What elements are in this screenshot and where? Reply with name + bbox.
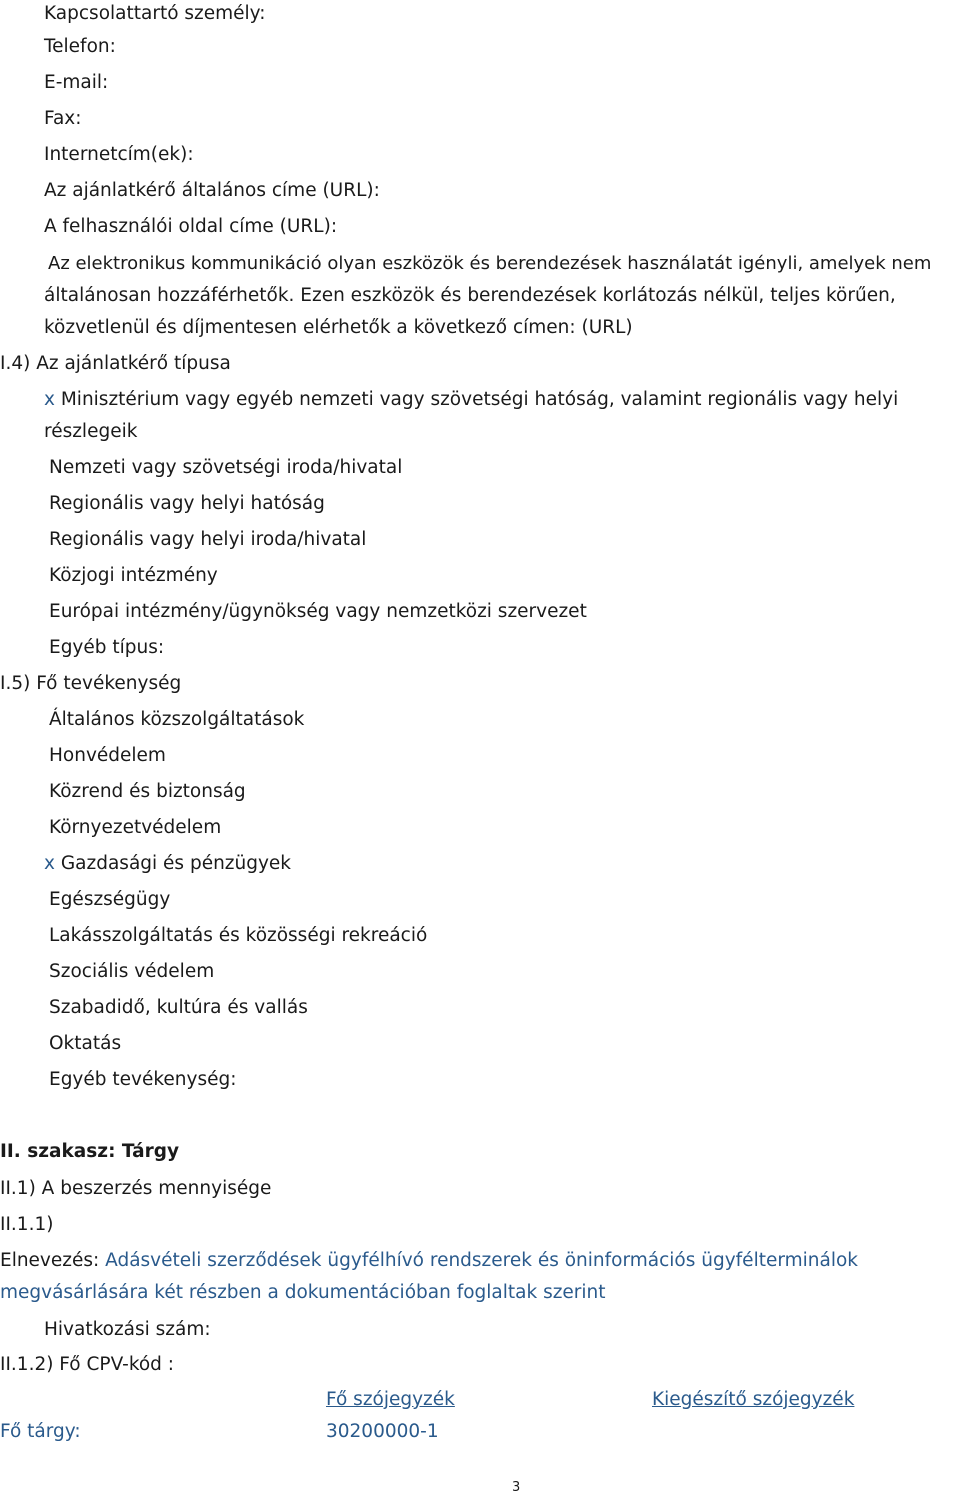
activity-item: Lakásszolgáltatás és közösségi rekreáció xyxy=(49,925,428,946)
activity-item: Egyéb tevékenység: xyxy=(49,1069,237,1090)
electronic-tools-line-2: általánosan hozzáférhetők. Ezen eszközök és berendezések korlátozás nélkül, teljes körűen, xyxy=(44,285,896,306)
activity-item: Oktatás xyxy=(49,1033,122,1054)
activity-item: Környezetvédelem xyxy=(49,817,222,838)
authority-option: Regionális vagy helyi iroda/hivatal xyxy=(49,529,367,550)
main-activity-heading: I.5) Fő tevékenység xyxy=(0,673,182,694)
subsection-label: II.1.1) xyxy=(0,1214,54,1235)
activity-item: Szabadidő, kultúra és vallás xyxy=(49,997,308,1018)
activity-item: Egészségügy xyxy=(49,889,171,910)
contact-person-label: Kapcsolattartó személy: xyxy=(44,3,266,24)
cpv-heading: II.1.2) Fő CPV-kód : xyxy=(0,1354,175,1375)
main-object-label: Fő tárgy: xyxy=(0,1421,81,1442)
fax-label: Fax: xyxy=(44,108,82,129)
activity-selected xyxy=(44,852,291,876)
quantity-heading: II.1) A beszerzés mennyisége xyxy=(0,1178,272,1199)
activity-item: Honvédelem xyxy=(49,745,166,766)
internet-label: Internetcím(ek): xyxy=(44,144,194,165)
selected-mark: x xyxy=(44,853,55,874)
section-2-heading: II. szakasz: Tárgy xyxy=(0,1141,180,1162)
authority-type-selected-text: Minisztérium vagy egyéb nemzeti vagy szövetségi hatóság, valamint regionális vagy helyi xyxy=(60,389,899,410)
title-value-cont: megvásárlására két részben a dokumentációban foglaltak szerint xyxy=(0,1282,606,1303)
supplementary-vocabulary-header: Kiegészítő szójegyzék xyxy=(652,1389,855,1410)
authority-option: Egyéb típus: xyxy=(49,637,165,658)
authority-option: Közjogi intézmény xyxy=(49,565,218,586)
main-object-cpv-code: 30200000-1 xyxy=(326,1421,439,1442)
title-line-1 xyxy=(0,1249,858,1273)
authority-type-selected xyxy=(44,388,898,412)
activity-selected-text: Gazdasági és pénzügyek xyxy=(60,853,292,874)
selected-mark: x xyxy=(44,389,55,410)
buyer-profile-url-label: A felhasználói oldal címe (URL): xyxy=(44,216,338,237)
authority-option: Regionális vagy helyi hatóság xyxy=(49,493,325,514)
main-vocabulary-header: Fő szójegyzék xyxy=(326,1389,455,1410)
electronic-tools-line-1: Az elektronikus kommunikáció olyan eszközök és berendezések használatát igényli, amelyek nem xyxy=(48,253,932,274)
activity-item: Általános közszolgáltatások xyxy=(49,709,305,730)
activity-item: Szociális védelem xyxy=(49,961,215,982)
authority-option: Európai intézmény/ügynökség vagy nemzetközi szervezet xyxy=(49,601,587,622)
page-number: 3 xyxy=(512,1480,521,1495)
authority-type-heading: I.4) Az ajánlatkérő típusa xyxy=(0,353,231,374)
title-label: Elnevezés: xyxy=(0,1250,100,1271)
reference-number-label: Hivatkozási szám: xyxy=(44,1319,211,1340)
authority-option: Nemzeti vagy szövetségi iroda/hivatal xyxy=(49,457,403,478)
general-url-label: Az ajánlatkérő általános címe (URL): xyxy=(44,180,380,201)
activity-item: Közrend és biztonság xyxy=(49,781,246,802)
title-value: Adásvételi szerződések ügyfélhívó rendszerek és öninformációs ügyfélterminálok xyxy=(105,1250,859,1271)
electronic-tools-line-3: közvetlenül és díjmentesen elérhetők a következő címen: (URL) xyxy=(44,317,633,338)
phone-label: Telefon: xyxy=(44,36,116,57)
authority-type-selected-cont: részlegeik xyxy=(44,421,138,442)
email-label: E-mail: xyxy=(44,72,109,93)
